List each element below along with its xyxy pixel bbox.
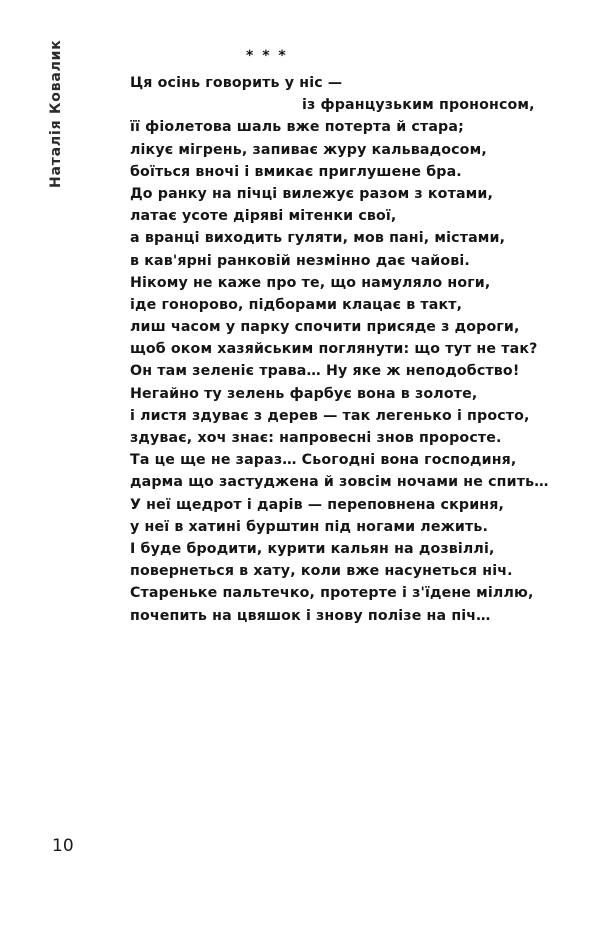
poem-line: Старенькe пальтечко, протерте і з'їдене міллю, [130,585,534,602]
poem-line: Нікому не каже про те, що намуляло ноги, [130,274,491,291]
running-head-author: Наталія Ковалик [48,39,64,188]
poem-line: і листя здуває з дерев — так легенько і просто, [130,407,530,424]
poem-line: До ранку на пічці вилежує разом з котами, [130,185,494,202]
poem-line: Ця осінь говорить у ніс — [130,75,343,91]
poem-line: повернеться в хату, коли вже насунеться ніч. [130,563,513,580]
poem-line: а вранці виходить гуляти, мов пані, містами, [130,230,506,247]
poem-line: лікує мігрень, запиває журу кальвадосом, [130,141,487,158]
poem-line: із французьким прононсом, [302,97,535,114]
poem-line: боїться вночі і вмикає приглушене бра. [130,163,462,180]
poem-line: в кав'ярні ранковій незмінно дає чайові. [130,252,470,269]
poem-body [130,72,580,627]
poem-line: у неї в хатині бурштин під ногами лежить. [130,518,488,535]
poem-line: Негайно ту зелень фарбує вона в золоте, [130,385,478,402]
poem-line: дарма що застуджена й зовсім ночами не спить… [130,474,549,491]
section-mark: * * * [246,48,288,64]
poem-line: І буде бродити, курити кальян на дозвіллі, [130,540,495,557]
poem-line: У неї щедрот і дарів — переповнена скриня, [130,496,505,513]
page-number: 10 [52,836,74,856]
poem-line: латає усоте діряві мітенки свої, [130,208,397,225]
poem-line: її фіолетова шаль вже потерта й стара; [130,119,464,136]
poem-line: лиш часом у парку спочити присяде з дороги, [130,319,520,336]
poem-line: щоб оком хазяйським поглянути: що тут не так? [130,341,538,358]
poem-line: іде гоноровo, підборами клацає в такт, [130,296,463,313]
poem-line: почепить на цвяшок і знову полізе на піч… [130,607,491,624]
poem-line: здуває, хоч знає: напровесні знов проросте. [130,430,502,446]
poem-line: Он там зеленіє трава… Ну яке ж неподобство! [130,363,520,380]
poem-line: Та це ще не зараз… Сьогодні вона господиня, [130,452,517,469]
